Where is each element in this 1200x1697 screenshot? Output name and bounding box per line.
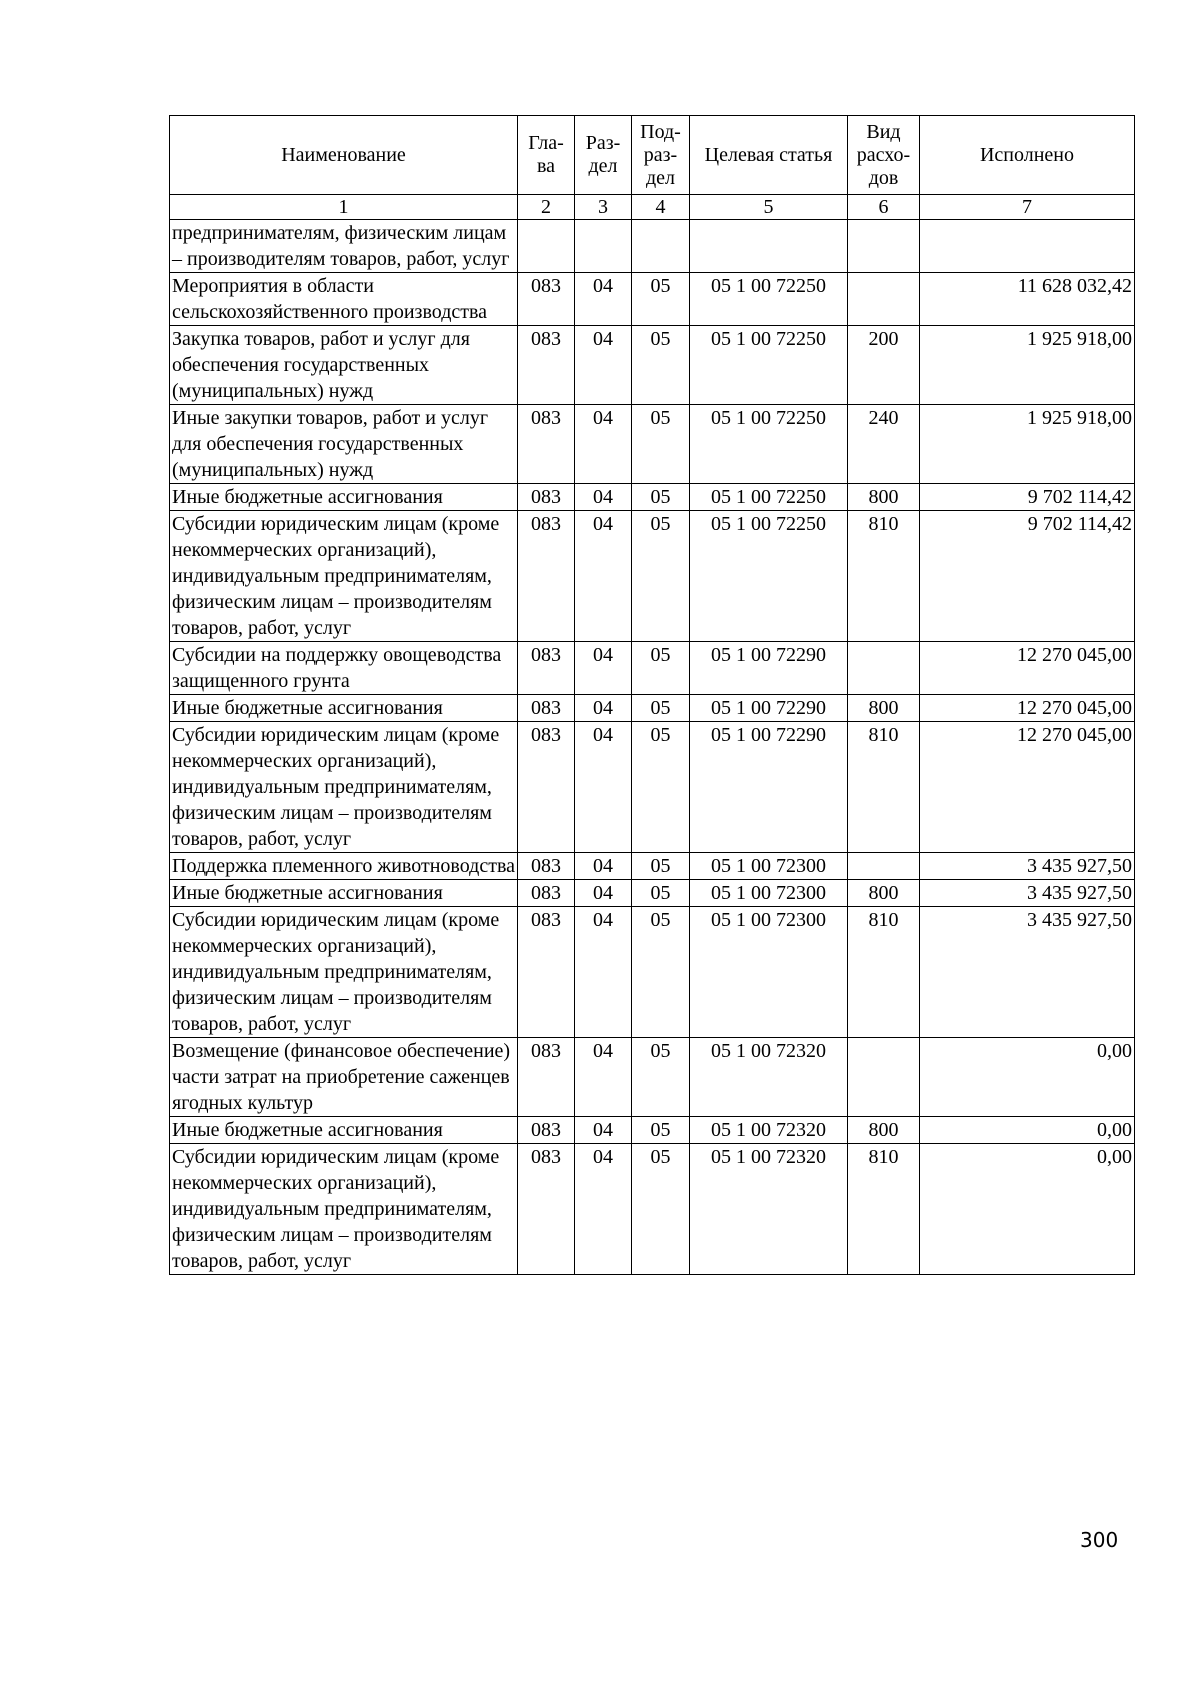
cell-vid xyxy=(848,273,920,326)
cell-name: Иные бюджетные ассигнования xyxy=(170,880,518,907)
cell-name: Возмещение (финансовое обеспечение) части затрат на приобретение саженцев ягодных культур xyxy=(170,1038,518,1117)
cell-razdel: 04 xyxy=(575,907,632,1038)
cell-target: 05 1 00 72250 xyxy=(690,405,848,484)
cell-razdel xyxy=(575,220,632,273)
budget-table xyxy=(169,115,1135,1275)
cell-glava: 083 xyxy=(518,1117,575,1144)
cell-glava: 083 xyxy=(518,722,575,853)
cell-vid: 800 xyxy=(848,484,920,511)
cell-amount: 1 925 918,00 xyxy=(920,405,1135,484)
cell-podrazdel: 05 xyxy=(632,695,690,722)
cell-glava: 083 xyxy=(518,1144,575,1275)
cell-vid xyxy=(848,853,920,880)
cell-amount: 9 702 114,42 xyxy=(920,511,1135,642)
cell-razdel: 04 xyxy=(575,722,632,853)
cell-glava: 083 xyxy=(518,326,575,405)
table-row xyxy=(170,880,1135,907)
cell-podrazdel: 05 xyxy=(632,405,690,484)
cell-podrazdel: 05 xyxy=(632,1117,690,1144)
table-row xyxy=(170,722,1135,853)
cell-vid: 810 xyxy=(848,907,920,1038)
cell-glava: 083 xyxy=(518,484,575,511)
table-row xyxy=(170,642,1135,695)
cell-podrazdel: 05 xyxy=(632,326,690,405)
cell-podrazdel xyxy=(632,220,690,273)
cell-vid: 800 xyxy=(848,695,920,722)
cell-glava: 083 xyxy=(518,405,575,484)
cell-podrazdel: 05 xyxy=(632,853,690,880)
column-number-row xyxy=(170,195,1135,220)
table-body xyxy=(170,220,1135,1275)
cell-amount: 12 270 045,00 xyxy=(920,722,1135,853)
cell-razdel: 04 xyxy=(575,326,632,405)
cell-vid xyxy=(848,642,920,695)
cell-glava: 083 xyxy=(518,1038,575,1117)
cell-target xyxy=(690,220,848,273)
table-row xyxy=(170,853,1135,880)
cell-glava xyxy=(518,220,575,273)
cell-razdel: 04 xyxy=(575,880,632,907)
header-name: Наименование xyxy=(170,116,518,195)
cell-amount: 0,00 xyxy=(920,1038,1135,1117)
cell-glava: 083 xyxy=(518,880,575,907)
cell-target: 05 1 00 72290 xyxy=(690,695,848,722)
cell-name: Субсидии юридическим лицам (кроме некоммерческих организаций), индивидуальным предпринимателям, физическим лицам – производителям товаров, работ, услуг xyxy=(170,907,518,1038)
cell-name: Субсидии юридическим лицам (кроме некоммерческих организаций), индивидуальным предпринимателям, физическим лицам – производителям товаров, работ, услуг xyxy=(170,1144,518,1275)
cell-podrazdel: 05 xyxy=(632,511,690,642)
table-row xyxy=(170,907,1135,1038)
cell-target: 05 1 00 72250 xyxy=(690,484,848,511)
cell-target: 05 1 00 72300 xyxy=(690,907,848,1038)
cell-vid: 810 xyxy=(848,511,920,642)
cell-target: 05 1 00 72320 xyxy=(690,1144,848,1275)
table-row xyxy=(170,511,1135,642)
cell-vid: 200 xyxy=(848,326,920,405)
cell-name: Иные бюджетные ассигнования xyxy=(170,695,518,722)
cell-name: Субсидии юридическим лицам (кроме некоммерческих организаций), индивидуальным предпринимателям, физическим лицам – производителям товаров, работ, услуг xyxy=(170,722,518,853)
cell-razdel: 04 xyxy=(575,1144,632,1275)
table-row xyxy=(170,1144,1135,1275)
cell-name: Мероприятия в области сельскохозяйственного производства xyxy=(170,273,518,326)
cell-podrazdel: 05 xyxy=(632,273,690,326)
cell-amount: 3 435 927,50 xyxy=(920,880,1135,907)
cell-podrazdel: 05 xyxy=(632,907,690,1038)
cell-amount: 0,00 xyxy=(920,1144,1135,1275)
cell-vid: 810 xyxy=(848,1144,920,1275)
cell-target: 05 1 00 72250 xyxy=(690,273,848,326)
column-number: 7 xyxy=(920,195,1135,220)
table-row xyxy=(170,1117,1135,1144)
cell-amount: 3 435 927,50 xyxy=(920,853,1135,880)
page-number: 300 xyxy=(1080,1528,1119,1552)
cell-name: Субсидии юридическим лицам (кроме некоммерческих организаций), индивидуальным предпринимателям, физическим лицам – производителям товаров, работ, услуг xyxy=(170,511,518,642)
cell-glava: 083 xyxy=(518,642,575,695)
table-row xyxy=(170,220,1135,273)
cell-amount: 1 925 918,00 xyxy=(920,326,1135,405)
column-number: 6 xyxy=(848,195,920,220)
cell-amount: 9 702 114,42 xyxy=(920,484,1135,511)
cell-name: Иные закупки товаров, работ и услуг для обеспечения государственных (муниципальных) нужд xyxy=(170,405,518,484)
cell-razdel: 04 xyxy=(575,511,632,642)
cell-podrazdel: 05 xyxy=(632,1038,690,1117)
cell-razdel: 04 xyxy=(575,1117,632,1144)
cell-amount: 12 270 045,00 xyxy=(920,695,1135,722)
column-number: 2 xyxy=(518,195,575,220)
column-number: 3 xyxy=(575,195,632,220)
cell-vid xyxy=(848,1038,920,1117)
cell-target: 05 1 00 72320 xyxy=(690,1038,848,1117)
column-number: 4 xyxy=(632,195,690,220)
cell-razdel: 04 xyxy=(575,405,632,484)
cell-glava: 083 xyxy=(518,273,575,326)
cell-target: 05 1 00 72320 xyxy=(690,1117,848,1144)
cell-amount: 11 628 032,42 xyxy=(920,273,1135,326)
cell-podrazdel: 05 xyxy=(632,642,690,695)
cell-amount: 3 435 927,50 xyxy=(920,907,1135,1038)
cell-razdel: 04 xyxy=(575,273,632,326)
column-number: 5 xyxy=(690,195,848,220)
table-row xyxy=(170,326,1135,405)
table-row xyxy=(170,695,1135,722)
header-glava: Гла- ва xyxy=(518,116,575,195)
cell-glava: 083 xyxy=(518,695,575,722)
cell-target: 05 1 00 72250 xyxy=(690,326,848,405)
column-number: 1 xyxy=(170,195,518,220)
cell-razdel: 04 xyxy=(575,695,632,722)
header-target: Целевая статья xyxy=(690,116,848,195)
cell-name: Закупка товаров, работ и услуг для обеспечения государственных (муниципальных) нужд xyxy=(170,326,518,405)
cell-name: Поддержка племенного животноводства xyxy=(170,853,518,880)
table-header-row xyxy=(170,116,1135,195)
cell-target: 05 1 00 72250 xyxy=(690,511,848,642)
cell-podrazdel: 05 xyxy=(632,1144,690,1275)
cell-razdel: 04 xyxy=(575,642,632,695)
cell-glava: 083 xyxy=(518,907,575,1038)
cell-glava: 083 xyxy=(518,511,575,642)
cell-razdel: 04 xyxy=(575,853,632,880)
cell-vid: 810 xyxy=(848,722,920,853)
cell-name: предпринимателям, физическим лицам – производителям товаров, работ, услуг xyxy=(170,220,518,273)
table-row xyxy=(170,405,1135,484)
header-podrazdel: Под- раз- дел xyxy=(632,116,690,195)
header-razdel: Раз- дел xyxy=(575,116,632,195)
cell-target: 05 1 00 72300 xyxy=(690,853,848,880)
cell-vid xyxy=(848,220,920,273)
cell-amount: 0,00 xyxy=(920,1117,1135,1144)
header-vid: Вид расхо- дов xyxy=(848,116,920,195)
cell-amount: 12 270 045,00 xyxy=(920,642,1135,695)
cell-glava: 083 xyxy=(518,853,575,880)
header-amount: Исполнено xyxy=(920,116,1135,195)
cell-podrazdel: 05 xyxy=(632,880,690,907)
cell-target: 05 1 00 72300 xyxy=(690,880,848,907)
cell-podrazdel: 05 xyxy=(632,484,690,511)
cell-name: Иные бюджетные ассигнования xyxy=(170,484,518,511)
cell-target: 05 1 00 72290 xyxy=(690,642,848,695)
cell-amount xyxy=(920,220,1135,273)
table-row xyxy=(170,1038,1135,1117)
cell-vid: 800 xyxy=(848,880,920,907)
cell-target: 05 1 00 72290 xyxy=(690,722,848,853)
cell-vid: 800 xyxy=(848,1117,920,1144)
cell-name: Иные бюджетные ассигнования xyxy=(170,1117,518,1144)
cell-podrazdel: 05 xyxy=(632,722,690,853)
table-row xyxy=(170,484,1135,511)
cell-name: Субсидии на поддержку овощеводства защищенного грунта xyxy=(170,642,518,695)
cell-vid: 240 xyxy=(848,405,920,484)
cell-razdel: 04 xyxy=(575,484,632,511)
cell-razdel: 04 xyxy=(575,1038,632,1117)
table-row xyxy=(170,273,1135,326)
